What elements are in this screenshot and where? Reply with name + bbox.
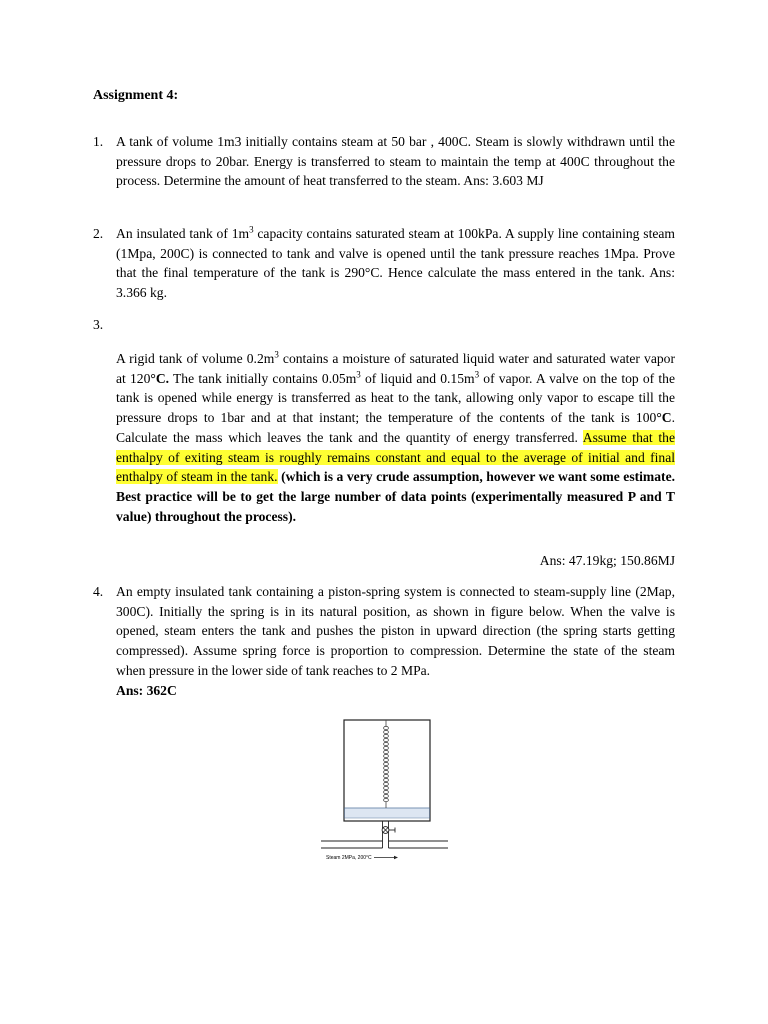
question-text <box>116 224 675 303</box>
question-number: 3. <box>93 317 104 332</box>
question-text: A tank of volume 1m3 initially contains steam at 50 bar , 400C. Steam is slowly withdrawn until the pressure drops to 20bar. Energy is transferred to steam to maintain the temp at 400C throughout the process. Determine the amount of heat transferred to the steam. Ans: 3.603 MJ <box>116 134 675 189</box>
text-run: contains a moisture of saturated liquid water and saturated water vapor at 120 <box>116 351 675 386</box>
question-text <box>116 349 675 526</box>
question-number: 1. <box>93 134 104 149</box>
text-run: The tank initially contains 0.05m <box>169 370 357 386</box>
flow-arrow-icon <box>374 856 398 859</box>
question-4 <box>93 582 675 700</box>
question-2 <box>93 224 675 303</box>
inlet-pipe <box>321 821 448 848</box>
text-run: capacity contains saturated steam at 100kPa. A supply line containing steam (1Mpa, 200C) is connected to tank and valve is opened until the tank pressure reaches 1Mpa. Prove that the final temperature of the tank is 290°C. Hence calculate the mass entered in the tank. Ans: 3.366 kg. <box>116 226 675 301</box>
text-run: of liquid and 0.15m <box>360 370 475 386</box>
bold-note: (which is a very crude assumption, however we want some estimate. Best practice will be to get the large number of data points (experimentally measured P and T value) throughout the process). <box>116 469 675 524</box>
text-run: An empty insulated tank containing a piston-spring system is connected to steam-supply line (2Map, 300C). Initially the spring is in its natural position, as shown in figure below. When the valve is opened, steam enters the tank and pushes the piston in upward direction (the spring starts getting compressed). Assume spring force is proportion to compression. Determine the state of the steam when pressure in the lower side of tank reaches to 2 MPa. <box>116 584 675 678</box>
superscript: 3 <box>249 224 254 235</box>
question-number: 4. <box>93 584 104 599</box>
superscript: 3 <box>474 369 480 380</box>
text-run: . Calculate the mass which leaves the tank and the quantity of energy transferred. <box>116 410 675 445</box>
text-run: of vapor. A valve on the top of the tank is opened while energy is transferred as heat to the tank, allowing only vapor to escape till the pressure drops to 1bar and at that instant; the temperature of the contents of the tank is 100 <box>116 370 676 426</box>
assignment-title: Assignment 4: <box>93 88 179 103</box>
question-number: 2. <box>93 226 104 241</box>
spring <box>384 720 389 808</box>
figure-caption: Steam 2MPa, 200°C <box>326 855 372 861</box>
tank-diagram <box>296 713 456 873</box>
text-run: °C <box>656 410 672 426</box>
question-4-answer: Ans: 362C <box>116 682 177 698</box>
text-run: A rigid tank of volume 0.2m <box>116 351 275 366</box>
text-run: °C. <box>150 370 170 386</box>
text-run: An insulated tank of 1m <box>116 226 250 241</box>
piston-spring-figure <box>296 713 456 878</box>
superscript: 3 <box>274 349 279 360</box>
question-text <box>116 582 675 700</box>
superscript: 3 <box>356 369 361 380</box>
question-3 <box>93 349 675 526</box>
question-3-answer: Ans: 47.19kg; 150.86MJ <box>539 553 675 568</box>
piston <box>345 808 430 818</box>
question-1 <box>93 132 675 191</box>
highlighted-text: Assume that the enthalpy of exiting steam is roughly remains constant and equal to the average of initial and final enthalpy of steam in the tank. <box>116 429 675 485</box>
